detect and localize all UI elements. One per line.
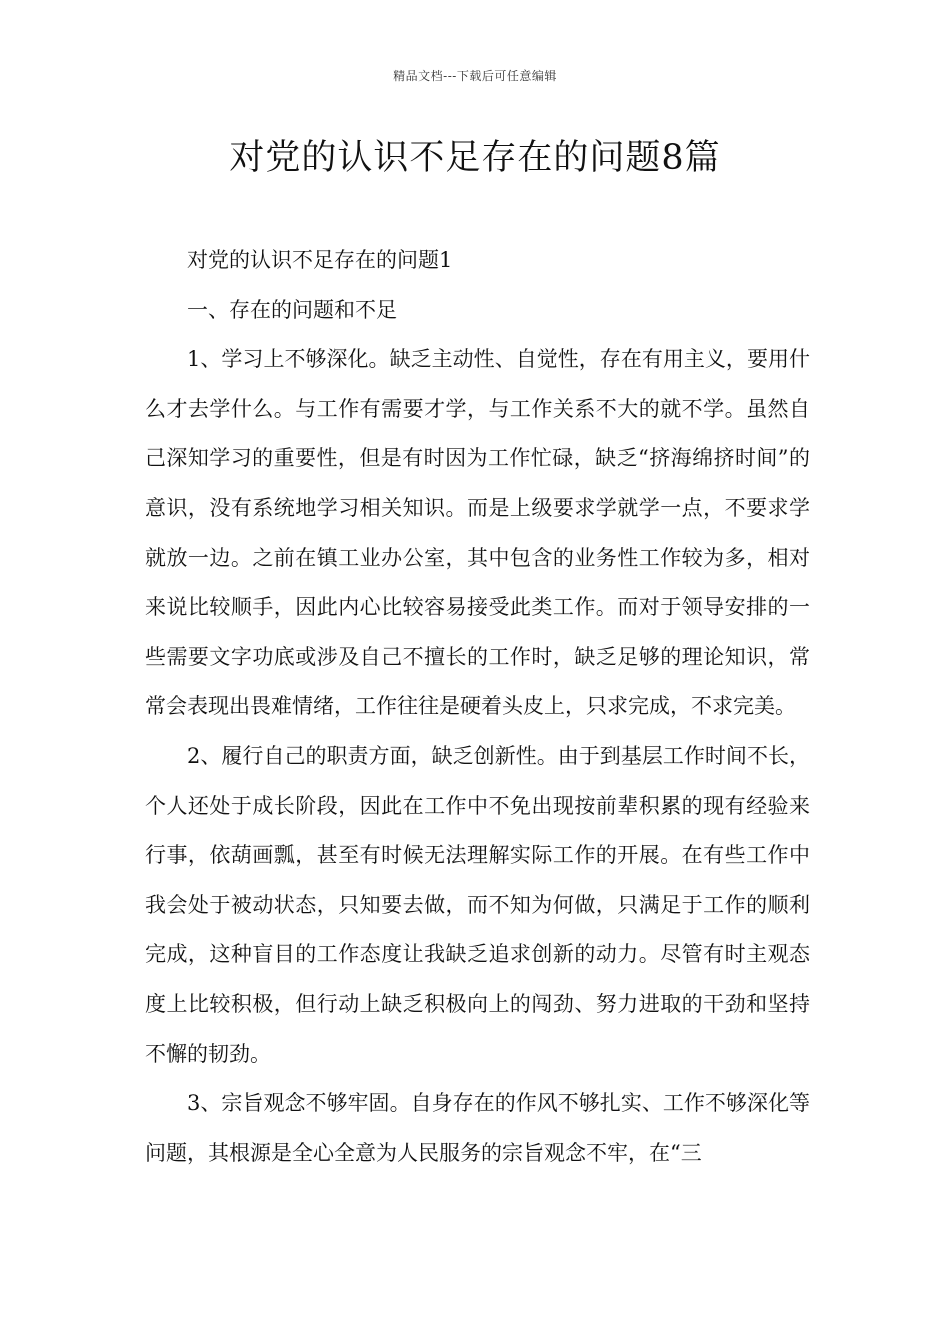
document-body [145, 236, 810, 1178]
paragraph-1: 1、学习上不够深化。缺乏主动性、自觉性，存在有用主义，要用什么才去学什么。与工作有需要才学，与工作关系不大的就不学。虽然自己深知学习的重要性，但是有时因为工作忙碌，缺乏“挤海绵挤时间”的意识，没有系统地学习相关知识。而是上级要求学就学一点，不要求学就放一边。之前在镇工业办公室，其中包含的业务性工作较为多，相对来说比较顺手，因此内心比较容易接受此类工作。而对于领导安排的一些需要文字功底或涉及自己不擅长的工作时，缺乏足够的理论知识，常常会表现出畏难情绪，工作往往是硬着头皮上，只求完成，不求完美。 [145, 347, 810, 719]
paragraph-3: 3、宗旨观念不够牢固。自身存在的作风不够扎实、工作不够深化等问题，其根源是全心全意为人民服务的宗旨观念不牢，在“三 [145, 1091, 810, 1165]
section-heading: 对党的认识不足存在的问题1 [187, 248, 453, 272]
subheading: 一、存在的问题和不足 [187, 297, 397, 322]
document-title: 对党的认识不足存在的问题8篇 [229, 138, 721, 178]
header-note: 精品文档---下载后可任意编辑 [393, 69, 557, 83]
paragraph-2: 2、履行自己的职责方面，缺乏创新性。由于到基层工作时间不长，个人还处于成长阶段，因此在工作中不免出现按前辈积累的现有经验来行事，依葫画瓢，甚至有时候无法理解实际工作的开展。在有些工作中我会处于被动状态，只知要去做，而不知为何做，只满足于工作的顺利完成，这种盲目的工作态度让我缺乏追求创新的动力。尽管有时主观态度上比较积极，但行动上缺乏积极向上的闯劲、努力进取的干劲和坚持不懈的韧劲。 [145, 743, 810, 1066]
